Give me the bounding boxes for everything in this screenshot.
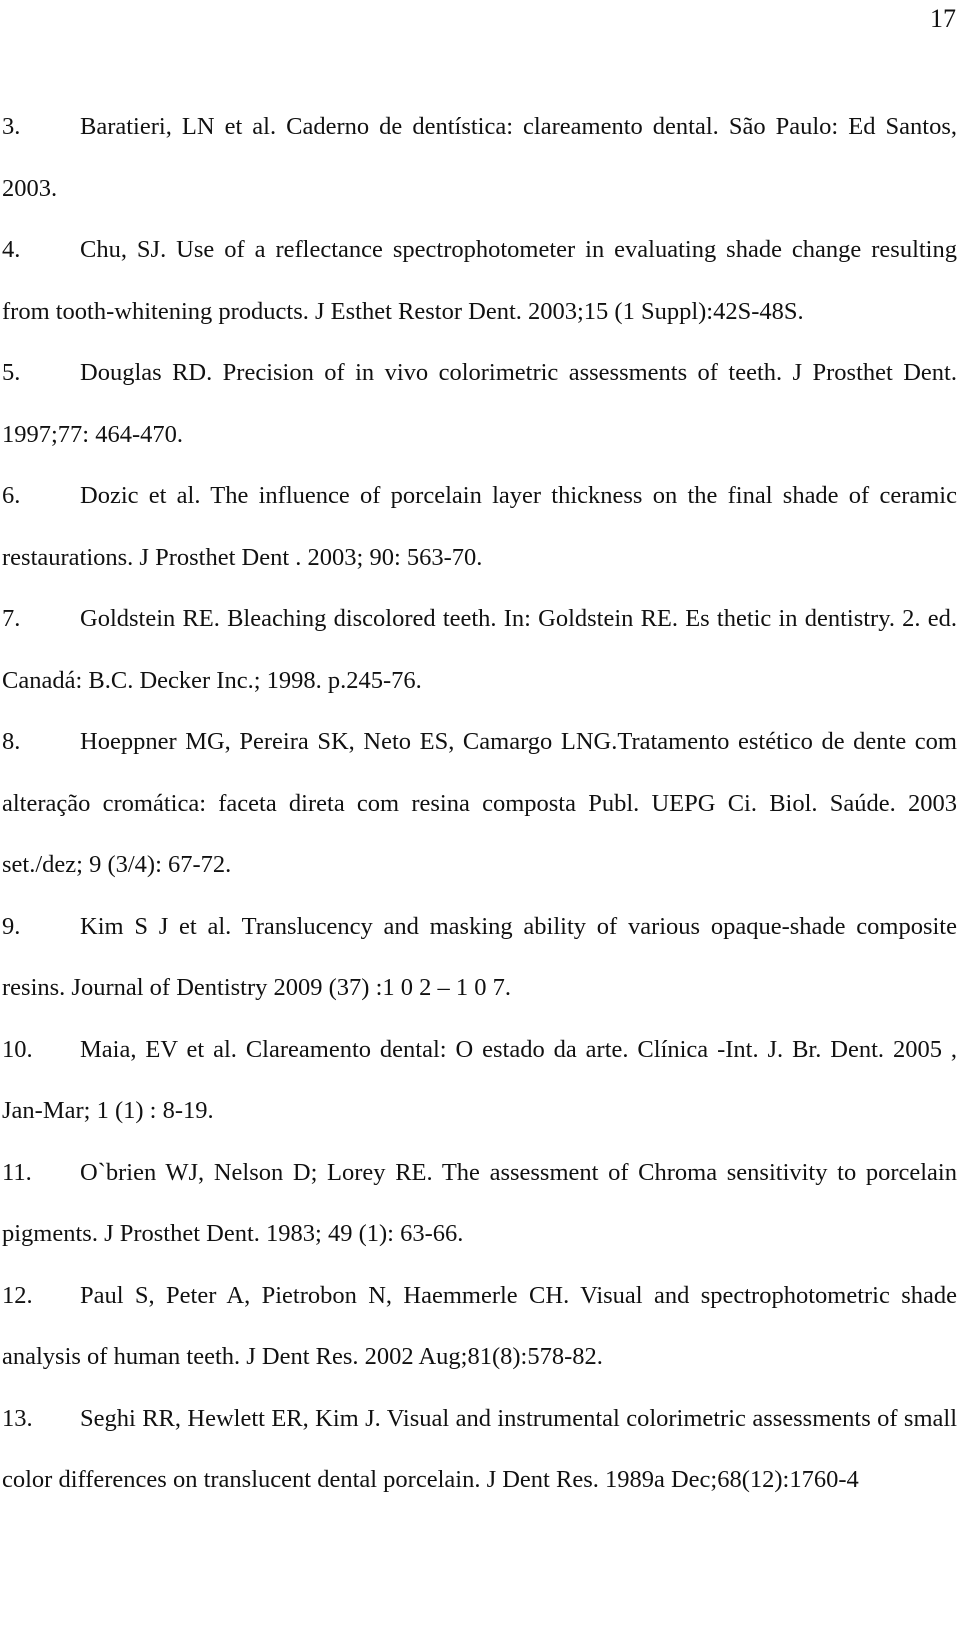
reference-text: Hoeppner MG, Pereira SK, Neto ES, Camargo LNG.Tratamento estético de dente com alteração cromática: faceta direta com resina composta Publ. UEPG Ci. Biol. Saúde. 2003 set./dez; 9 (3/4): 67-72. [2, 728, 957, 878]
reference-item [2, 465, 957, 588]
reference-text: Goldstein RE. Bleaching discolored teeth. In: Goldstein RE. Es thetic in dentistry. 2. ed. Canadá: B.C. Decker Inc.; 1998. p.245-76. [2, 605, 957, 694]
reference-item [2, 1142, 957, 1265]
reference-item [2, 1265, 957, 1388]
reference-text: Seghi RR, Hewlett ER, Kim J. Visual and instrumental colorimetric assessments of small color differences on translucent dental porcelain. J Dent Res. 1989a Dec;68(12):1760-4 [2, 1404, 957, 1493]
reference-text: O`brien WJ, Nelson D; Lorey RE. The assessment of Chroma sensitivity to porcelain pigments. J Prosthet Dent. 1983; 49 (1): 63-66. [2, 1158, 957, 1247]
reference-text: Kim S J et al. Translucency and masking ability of various opaque-shade composite resins. Journal of Dentistry 2009 (37) :1 0 2 – 1 0 7. [2, 912, 957, 1001]
reference-number: 13. [2, 1404, 33, 1432]
reference-number: 4. [2, 236, 21, 263]
reference-text: Douglas RD. Precision of in vivo colorimetric assessments of teeth. J Prosthet Dent. 1997;77: 464-470. [2, 359, 957, 448]
reference-text: Baratieri, LN et al. Caderno de dentística: clareamento dental. São Paulo: Ed Santos, 2003. [2, 113, 957, 202]
reference-text: Paul S, Peter A, Pietrobon N, Haemmerle CH. Visual and spectrophotometric shade analysis of human teeth. J Dent Res. 2002 Aug;81(8):578-82. [2, 1281, 957, 1370]
reference-item [2, 1388, 957, 1511]
reference-item [2, 1019, 957, 1142]
reference-item [2, 219, 957, 342]
reference-number: 5. [2, 359, 21, 386]
reference-number: 7. [2, 605, 21, 632]
reference-item [2, 342, 957, 465]
reference-text: Maia, EV et al. Clareamento dental: O estado da arte. Clínica -Int. J. Br. Dent. 2005 , Jan-Mar; 1 (1) : 8-19. [2, 1035, 957, 1124]
reference-number: 9. [2, 912, 21, 940]
reference-number: 11. [2, 1158, 32, 1186]
reference-item [2, 588, 957, 711]
reference-number: 6. [2, 482, 21, 509]
reference-number: 8. [2, 728, 21, 755]
page-number: 17 [930, 4, 956, 33]
reference-text: Chu, SJ. Use of a reflectance spectrophotometer in evaluating shade change resulting from tooth-whitening products. J Esthet Restor Dent. 2003;15 (1 Suppl):42S-48S. [2, 236, 957, 325]
reference-number: 3. [2, 113, 21, 140]
reference-list [2, 96, 957, 1511]
reference-item [2, 96, 957, 219]
reference-text: Dozic et al. The influence of porcelain layer thickness on the final shade of ceramic restaurations. J Prosthet Dent . 2003; 90: 563-70. [2, 482, 957, 571]
reference-number: 10. [2, 1035, 33, 1063]
reference-item [2, 711, 957, 896]
reference-item [2, 896, 957, 1019]
reference-number: 12. [2, 1281, 33, 1309]
